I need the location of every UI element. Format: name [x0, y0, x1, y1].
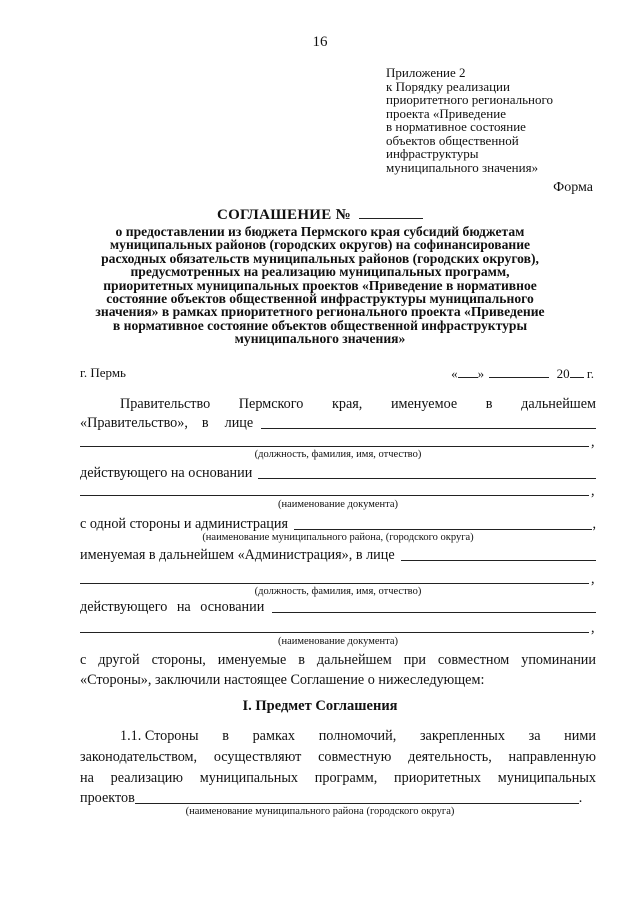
year-prefix: 20	[556, 366, 570, 381]
caption-municipality: (наименование муниципального района (городского округа)	[185, 806, 455, 817]
month-field[interactable]	[489, 365, 549, 378]
word: именуемое	[390, 396, 458, 412]
government-representative-continuation-field[interactable]	[80, 446, 589, 447]
date-line	[451, 365, 594, 382]
trailing-comma: ,	[591, 483, 595, 499]
administration-line	[80, 516, 596, 533]
form-label: Форма	[553, 180, 593, 195]
subtitle-line: предусмотренных на реализацию муниципальных программ,	[130, 264, 510, 280]
government-basis-continuation-field[interactable]	[80, 495, 589, 496]
subtitle-line: муниципальных районов (городских округов) на софинансирование	[109, 237, 531, 253]
acting-basis-label: действующего на основании	[80, 599, 265, 615]
year-suffix: г.	[586, 366, 594, 381]
government-basis-line	[80, 465, 596, 482]
appendix-line: Приложение 2	[386, 65, 466, 80]
subtitle-line: расходных обязательств муниципальных районов (городских округов),	[101, 250, 539, 266]
subtitle-line: муниципального значения»	[234, 331, 406, 347]
subtitle-line: состояние объектов общественной инфраструктуры муниципального	[106, 291, 534, 307]
administration-label: с одной стороны и администрация	[80, 516, 289, 532]
word: закрепленных	[419, 728, 505, 744]
trailing-comma: ,	[591, 434, 595, 450]
date-open-quote: «	[451, 366, 458, 381]
word: за	[528, 728, 541, 744]
appendix-line: объектов общественной	[386, 132, 519, 148]
page-number: 16	[312, 34, 328, 50]
clause-line	[80, 790, 596, 807]
municipality-field[interactable]	[135, 791, 579, 804]
word: в	[485, 396, 493, 412]
word: Пермского	[238, 396, 304, 412]
administration-alias-line	[80, 547, 596, 564]
trailing-comma: ,	[591, 620, 595, 636]
word: Правительство	[120, 396, 211, 412]
appendix-line: приоритетного регионального	[386, 92, 554, 107]
caption-municipality: (наименование муниципального района, (городского округа)	[202, 532, 474, 543]
agreement-number-field[interactable]	[359, 207, 423, 219]
government-representative-field[interactable]	[261, 416, 596, 429]
administration-basis-line	[80, 599, 596, 616]
appendix-block	[386, 66, 616, 174]
administration-basis-continuation-field[interactable]	[80, 632, 589, 633]
appendix-line: муниципального значения»	[386, 159, 539, 175]
document-subtitle	[70, 225, 570, 346]
word: дальнейшем	[521, 396, 596, 412]
word: полномочий,	[318, 728, 397, 744]
parties-line: «Стороны», заключили настоящее Соглашение о нижеследующем:	[80, 672, 485, 688]
clause-period: .	[578, 790, 583, 806]
administration-basis-field[interactable]	[272, 600, 596, 613]
word: в	[222, 728, 229, 744]
clause-line: на реализацию муниципальных программ, приоритетных муниципальных	[80, 770, 596, 786]
government-line	[120, 396, 596, 413]
word: края,	[331, 396, 363, 412]
city-label: г. Пермь	[80, 365, 126, 380]
subtitle-line: в нормативное состояние объектов общественной инфраструктуры	[112, 317, 528, 333]
parties-line: с другой стороны, именуемые в дальнейшем при совместном упоминании	[80, 652, 596, 668]
appendix-line: проекта «Приведение	[386, 105, 506, 121]
date-close-quote: »	[477, 366, 485, 381]
subtitle-line: значения» в рамках приоритетного регионального проекта «Приведение	[95, 304, 545, 320]
subtitle-line: о предоставлении из бюджета Пермского края субсидий бюджетам	[115, 224, 525, 239]
trailing-comma: ,	[591, 571, 595, 587]
government-alias-line	[80, 415, 596, 432]
clause-line: законодательством, осуществляют совместную деятельность, направленную	[80, 749, 596, 765]
section-title: I. Предмет Соглашения	[242, 698, 398, 714]
in-person-a: в	[201, 415, 209, 431]
projects-label: проектов	[80, 790, 135, 806]
word: рамках	[252, 728, 296, 744]
administration-alias: именуемая в дальнейшем «Администрация», в лице	[80, 547, 395, 563]
word: ними	[564, 728, 596, 744]
caption-document: (наименование документа)	[277, 499, 399, 510]
word: 1.1. Стороны	[120, 728, 199, 744]
day-field[interactable]	[458, 365, 478, 378]
document-title	[0, 207, 640, 224]
appendix-line: в нормативное состояние	[386, 119, 526, 134]
in-person-b: лице	[224, 415, 254, 431]
trailing-comma: ,	[592, 516, 596, 532]
acting-basis-label: действующего на основании	[80, 465, 253, 481]
clause-line	[120, 728, 596, 745]
administration-representative-field[interactable]	[401, 548, 596, 561]
caption-document: (наименование документа)	[277, 636, 399, 647]
government-alias: «Правительство»,	[80, 415, 188, 431]
government-basis-field[interactable]	[258, 466, 596, 479]
caption-position: (должность, фамилия, имя, отчество)	[254, 449, 422, 460]
caption-position: (должность, фамилия, имя, отчество)	[254, 586, 422, 597]
year-field[interactable]	[570, 365, 584, 378]
appendix-line: к Порядку реализации	[386, 78, 510, 94]
administration-name-field[interactable]	[294, 517, 592, 530]
appendix-line: инфраструктуры	[386, 146, 479, 161]
title-text: СОГЛАШЕНИЕ №	[216, 207, 351, 223]
administration-representative-continuation-field[interactable]	[80, 583, 589, 584]
subtitle-line: приоритетных муниципальных проектов «Приведение в нормативное	[103, 277, 537, 293]
